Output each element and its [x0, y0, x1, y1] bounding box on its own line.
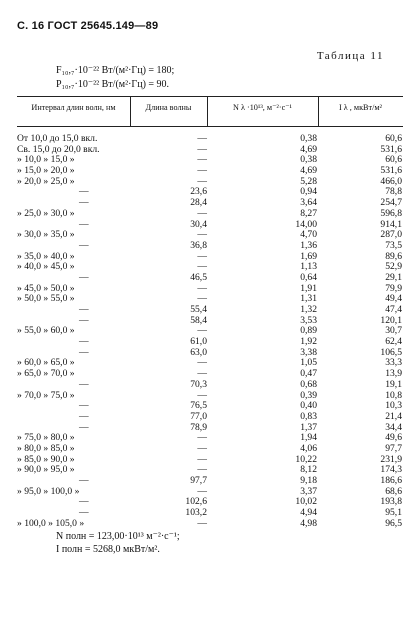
interval-cell: —	[79, 304, 89, 315]
intensity-cell: 47,4	[385, 304, 402, 315]
wavelength-cell: 77,0	[190, 410, 207, 422]
wavelength-cell: 28,4	[190, 197, 207, 209]
flux-cell: 5,28	[300, 175, 317, 187]
wavelength-cell: —	[197, 368, 207, 380]
column-header-wavelength: Длина волны	[145, 103, 192, 112]
interval-cell: —	[79, 507, 89, 519]
interval-cell: » 90,0 » 95,0 »	[17, 464, 75, 476]
wavelength-cell: 78,9	[190, 421, 207, 433]
wavelength-cell: 55,4	[190, 304, 207, 315]
intensity-cell: 68,6	[385, 485, 402, 497]
interval-cell: Св. 15,0 до 20,0 вкл.	[17, 143, 100, 155]
table-row	[17, 380, 403, 391]
total-flux: N полн = 123,00·10¹³ м⁻²·с⁻¹;	[56, 531, 180, 542]
wavelength-cell: —	[197, 325, 207, 337]
interval-cell: —	[79, 400, 89, 412]
intensity-cell: 531,6	[380, 165, 402, 177]
interval-cell: » 15,0 » 20,0 »	[17, 165, 75, 177]
intensity-cell: 254,7	[380, 197, 402, 209]
interval-cell: » 25,0 » 30,0 »	[17, 207, 75, 219]
intensity-cell: 73,5	[385, 239, 402, 251]
wavelength-cell: 46,5	[190, 271, 207, 283]
intensity-cell: 10,8	[385, 389, 402, 401]
wavelength-cell: —	[197, 357, 207, 369]
intensity-cell: 106,5	[380, 346, 402, 358]
interval-cell: » 30,0 » 35,0 »	[17, 229, 75, 241]
wavelength-cell: —	[197, 282, 207, 294]
interval-cell: » 20,0 » 25,0 »	[17, 175, 75, 187]
wavelength-cell: —	[197, 250, 207, 262]
flux-cell: 14,00	[295, 218, 317, 230]
interval-cell: —	[79, 336, 89, 348]
table-row	[17, 391, 403, 402]
intensity-cell: 52,9	[385, 261, 402, 273]
flux-cell: 1,36	[300, 239, 317, 251]
table-row	[17, 465, 403, 476]
flux-cell: 3,53	[300, 314, 317, 326]
formula-p107: P₁₀,₇·10⁻²² Вт/(м²·Гц) = 90.	[56, 79, 170, 90]
interval-cell: —	[79, 346, 89, 358]
flux-cell: 0,40	[300, 400, 317, 412]
intensity-cell: 49,4	[385, 293, 402, 305]
flux-cell: 0,89	[300, 325, 317, 337]
column-header-flux: N λ ·10¹³, м⁻²·с⁻¹	[233, 103, 292, 112]
wavelength-cell: 61,0	[190, 336, 207, 348]
wavelength-cell: —	[197, 389, 207, 401]
flux-cell: 4,70	[300, 229, 317, 241]
intensity-cell: 62,4	[385, 336, 402, 348]
flux-cell: 0,68	[300, 378, 317, 390]
intensity-cell: 120,1	[380, 314, 402, 326]
flux-cell: 0,64	[300, 271, 317, 283]
wavelength-cell: 58,4	[190, 314, 207, 326]
interval-cell: —	[79, 239, 89, 251]
intensity-cell: 193,8	[380, 496, 402, 508]
flux-cell: 1,13	[300, 261, 317, 273]
wavelength-cell: 30,4	[190, 218, 207, 230]
table-row	[17, 187, 403, 198]
flux-cell: 1,91	[300, 282, 317, 294]
interval-cell: » 100,0 » 105,0 »	[17, 517, 85, 529]
flux-cell: 1,37	[300, 421, 317, 433]
intensity-cell: 914,1	[380, 218, 402, 230]
wavelength-cell: —	[197, 175, 207, 187]
wavelength-cell: 36,8	[190, 239, 207, 251]
table-row	[17, 294, 403, 305]
interval-cell: —	[79, 378, 89, 390]
interval-cell: » 80,0 » 85,0 »	[17, 442, 75, 454]
table-row	[17, 412, 403, 423]
intensity-cell: 10,3	[385, 400, 402, 412]
interval-cell: » 50,0 » 55,0 »	[17, 293, 75, 305]
interval-cell: —	[79, 218, 89, 230]
flux-cell: 0,47	[300, 368, 317, 380]
flux-cell: 0,39	[300, 389, 317, 401]
intensity-cell: 287,0	[380, 229, 402, 241]
intensity-cell: 13,9	[385, 368, 402, 380]
interval-cell: » 75,0 » 80,0 »	[17, 432, 75, 444]
table-row	[17, 337, 403, 348]
interval-cell: —	[79, 496, 89, 508]
wavelength-cell: —	[197, 464, 207, 476]
interval-cell: » 95,0 » 100,0 »	[17, 485, 80, 497]
wavelength-cell: —	[197, 207, 207, 219]
table-row	[17, 487, 403, 498]
intensity-cell: 21,4	[385, 410, 402, 422]
intensity-cell: 596,8	[380, 207, 402, 219]
total-intensity: I полн = 5268,0 мкВт/м².	[56, 544, 160, 555]
intensity-cell: 34,4	[385, 421, 402, 433]
intensity-cell: 60,6	[385, 133, 402, 144]
flux-cell: 1,32	[300, 304, 317, 315]
table-row	[17, 369, 403, 380]
interval-cell: —	[79, 421, 89, 433]
table-row	[17, 519, 403, 530]
flux-cell: 4,06	[300, 442, 317, 454]
wavelength-cell: —	[197, 517, 207, 529]
intensity-cell: 531,6	[380, 143, 402, 155]
wavelength-cell: —	[197, 165, 207, 177]
intensity-cell: 33,3	[385, 357, 402, 369]
flux-cell: 10,02	[295, 496, 317, 508]
wavelength-cell: —	[197, 229, 207, 241]
wavelength-cell: 63,0	[190, 346, 207, 358]
interval-cell: —	[79, 186, 89, 198]
wavelength-cell: —	[197, 133, 207, 144]
table-row	[17, 262, 403, 273]
interval-cell: —	[79, 314, 89, 326]
intensity-cell: 97,7	[385, 442, 402, 454]
intensity-cell: 60,6	[385, 154, 402, 166]
wavelength-cell: 70,3	[190, 378, 207, 390]
table-row	[17, 326, 403, 337]
flux-cell: 8,12	[300, 464, 317, 476]
table-row	[17, 209, 403, 220]
wavelength-cell: —	[197, 293, 207, 305]
wavelength-cell: 103,2	[185, 507, 207, 519]
flux-cell: 8,27	[300, 207, 317, 219]
wavelength-cell: 23,6	[190, 186, 207, 198]
flux-cell: 1,69	[300, 250, 317, 262]
table-row	[17, 497, 403, 508]
wavelength-cell: —	[197, 442, 207, 454]
page-header: С. 16 ГОСТ 25645.149—89	[17, 20, 159, 32]
wavelength-cell: 102,6	[185, 496, 207, 508]
interval-cell: От 10,0 до 15,0 вкл.	[17, 133, 98, 144]
intensity-cell: 79,9	[385, 282, 402, 294]
flux-cell: 3,38	[300, 346, 317, 358]
column-header-intensity: I λ , мкВт/м²	[339, 103, 382, 112]
flux-cell: 1,94	[300, 432, 317, 444]
flux-cell: 4,98	[300, 517, 317, 529]
interval-cell: » 65,0 » 70,0 »	[17, 368, 75, 380]
interval-cell: » 60,0 » 65,0 »	[17, 357, 75, 369]
wavelength-cell: 97,7	[190, 475, 207, 486]
wavelength-cell: —	[197, 261, 207, 273]
table-row	[17, 241, 403, 252]
intensity-cell: 30,7	[385, 325, 402, 337]
wavelength-cell: —	[197, 154, 207, 166]
flux-cell: 0,38	[300, 154, 317, 166]
intensity-cell: 19,1	[385, 378, 402, 390]
interval-cell: » 55,0 » 60,0 »	[17, 325, 75, 337]
interval-cell: » 70,0 » 75,0 »	[17, 389, 75, 401]
wavelength-cell: —	[197, 432, 207, 444]
intensity-cell: 186,6	[380, 475, 402, 486]
interval-cell: —	[79, 197, 89, 209]
flux-cell: 3,37	[300, 485, 317, 497]
flux-cell: 1,31	[300, 293, 317, 305]
formula-f107: F₁₀,₇·10⁻²² Вт/(м²·Гц) = 180;	[56, 65, 175, 76]
intensity-cell: 49,6	[385, 432, 402, 444]
interval-cell: » 35,0 » 40,0 »	[17, 250, 75, 262]
interval-cell: » 10,0 » 15,0 »	[17, 154, 75, 166]
flux-cell: 10,22	[295, 453, 317, 465]
intensity-cell: 29,1	[385, 271, 402, 283]
wavelength-cell: —	[197, 485, 207, 497]
table-row	[17, 401, 403, 412]
flux-cell: 0,38	[300, 133, 317, 144]
intensity-cell: 89,6	[385, 250, 402, 262]
flux-cell: 1,92	[300, 336, 317, 348]
table-header-rule	[17, 126, 403, 127]
wavelength-cell: —	[197, 143, 207, 155]
interval-cell: —	[79, 475, 89, 486]
flux-cell: 4,69	[300, 165, 317, 177]
interval-cell: » 45,0 » 50,0 »	[17, 282, 75, 294]
wavelength-cell: —	[197, 453, 207, 465]
intensity-cell: 231,9	[380, 453, 402, 465]
interval-cell: —	[79, 410, 89, 422]
flux-cell: 0,83	[300, 410, 317, 422]
interval-cell: » 85,0 » 90,0 »	[17, 453, 75, 465]
interval-cell: —	[79, 271, 89, 283]
table-row	[17, 230, 403, 241]
intensity-cell: 466,0	[380, 175, 402, 187]
column-header-interval: Интервал длин волн, нм	[31, 103, 116, 112]
wavelength-cell: 76,5	[190, 400, 207, 412]
table-row	[17, 177, 403, 188]
flux-cell: 3,64	[300, 197, 317, 209]
flux-cell: 4,69	[300, 143, 317, 155]
intensity-cell: 95,1	[385, 507, 402, 519]
flux-cell: 9,18	[300, 475, 317, 486]
table-top-rule	[17, 96, 403, 97]
table-caption: Таблица 11	[316, 50, 384, 62]
intensity-cell: 78,8	[385, 186, 402, 198]
intensity-cell: 174,3	[380, 464, 402, 476]
table-row	[17, 305, 403, 316]
flux-cell: 4,94	[300, 507, 317, 519]
interval-cell: » 40,0 » 45,0 »	[17, 261, 75, 273]
flux-cell: 0,94	[300, 186, 317, 198]
intensity-cell: 96,5	[385, 517, 402, 529]
table-body	[17, 134, 403, 529]
flux-cell: 1,05	[300, 357, 317, 369]
